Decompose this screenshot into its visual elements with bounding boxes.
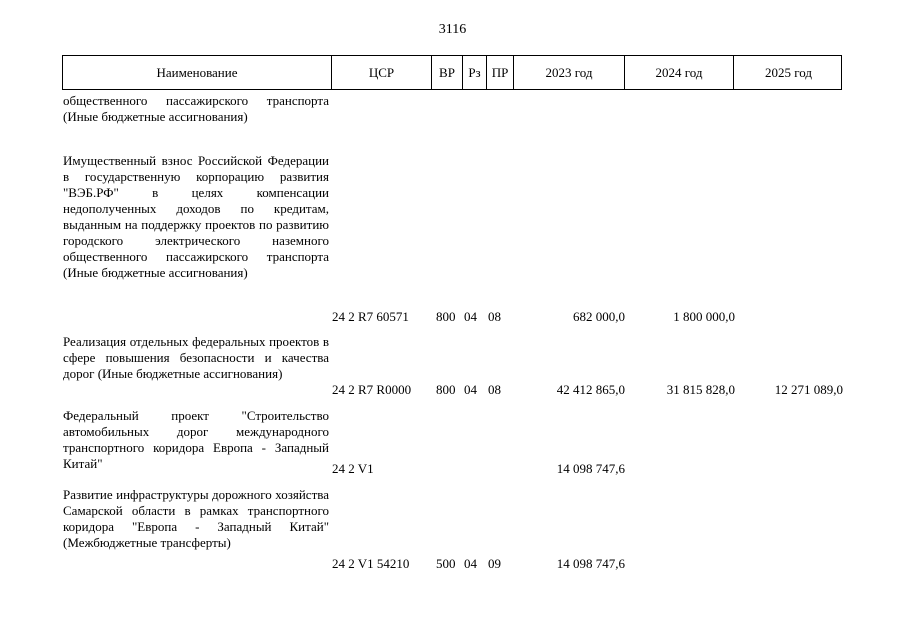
header-2025: 2025 год [733,56,843,89]
row-pr: 09 [488,556,501,571]
row-name: общественного пассажирского транспорта (Иные бюджетные ассигнования) [63,93,329,124]
header-2023: 2023 год [513,56,624,89]
header-pr: ПР [486,56,513,89]
page-number: 3116 [438,22,467,37]
row-2023: 42 412 865,0 [556,382,625,397]
row-2024: 1 800 000,0 [673,309,735,324]
row-2023: 14 098 747,6 [556,461,625,476]
header-vr: ВР [431,56,462,89]
row-pr: 08 [488,382,501,397]
row-name: Имущественный взнос Российской Федерации в государственную корпорацию развития "ВЭБ.РФ" в целях компенсации недополученных доходов по кредитам, выданным на поддержку проектов по развитию городского электрического наземного общественного пассажирского транспорта (Иные бюджетные ассигнования) [63,153,329,280]
row-name: Развитие инфраструктуры дорожного хозяйства Самарской области в рамках транспортного коридора "Европа - Западный Китай" (Межбюджетные трансферты) [63,487,329,550]
row-pr: 08 [488,309,501,324]
row-2023: 682 000,0 [573,309,625,324]
row-2025: 12 271 089,0 [774,382,843,397]
row-vr: 500 [436,556,456,571]
header-rz: Рз [462,56,486,89]
row-2023: 14 098 747,6 [556,556,625,571]
row-vr: 800 [436,309,456,324]
row-name: Реализация отдельных федеральных проектов в сфере повышения безопасности и качества дорог (Иные бюджетные ассигнования) [63,334,329,381]
row-csr: 24 2 V1 54210 [332,556,410,571]
header-csr: ЦСР [331,56,431,89]
table-header [62,55,842,90]
row-vr: 800 [436,382,456,397]
row-rz: 04 [464,382,477,397]
row-csr: 24 2 R7 60571 [332,309,409,324]
header-name: Наименование [156,64,238,80]
row-csr: 24 2 R7 R0000 [332,382,412,397]
header-2024: 2024 год [624,56,733,89]
row-2024: 31 815 828,0 [666,382,735,397]
row-csr: 24 2 V1 [332,461,374,476]
row-name: Федеральный проект "Строительство автомобильных дорог международного транспортного коридора Европа - Западный Китай" [63,408,329,471]
row-rz: 04 [464,556,477,571]
row-rz: 04 [464,309,477,324]
